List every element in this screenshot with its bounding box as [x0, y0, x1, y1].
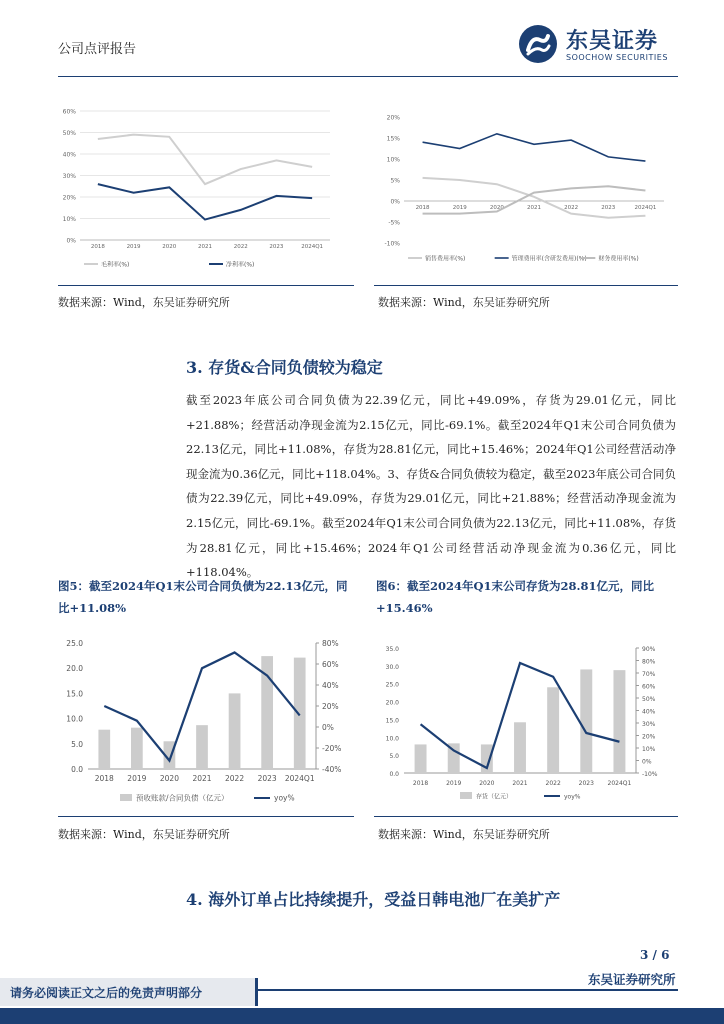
- legend-label: 存货（亿元）: [476, 793, 513, 801]
- x-tick-label: 2023: [601, 205, 616, 211]
- bar: [580, 669, 592, 773]
- x-tick-label: 2021: [512, 780, 528, 787]
- chart-divider: [374, 816, 678, 817]
- inventory-chart: [374, 618, 678, 808]
- x-tick-label: 2022: [545, 780, 561, 787]
- bar: [415, 744, 427, 773]
- y2-tick-label: 10%: [642, 746, 656, 753]
- expense-ratio-chart: [374, 106, 678, 278]
- x-tick-label: 2019: [126, 244, 141, 250]
- legend-label: 管理费用率(含研发费用)(%): [511, 255, 587, 263]
- bar: [98, 730, 110, 769]
- source-note: 数据来源：Wind，东吴证券研究所: [58, 296, 230, 309]
- y-tick-label: 5%: [390, 177, 400, 185]
- x-tick-label: 2019: [452, 205, 467, 211]
- y-tick-label: 10.0: [66, 714, 83, 724]
- x-tick-label: 2023: [578, 780, 594, 787]
- section-3-paragraph: 截至2023年底公司合同负债为22.39亿元，同比+49.09%，存货为29.01亿元，同比+21.88%；经营活动净现金流为2.15亿元，同比-69.1%。截至2024年Q1末公司合同负债为22.13亿元，同比+11.08%，存货为28.81亿元，同比+15.46%；2024年Q1公司经营活动净现金流为0.36亿元，同比+118.04%。3、存货&合同负债较为稳定，截至2023年底公司合同负债为22.39亿元，同比+49.09%，存货为29.01亿元，同比+21.88%；经营活动净现金流为2.15亿元，同比-69.1%。截至2024年Q1末公司合同负债为22.13亿元，同比+11.08%，存货为28.81亿元，同比+15.46%；2024年Q1公司经营活动净现金流为0.36亿元，同比+118.04%。: [186, 393, 676, 580]
- y2-tick-label: -40%: [322, 765, 342, 774]
- series-line: [423, 178, 646, 218]
- x-tick-label: 2018: [94, 774, 114, 783]
- y2-tick-label: 40%: [642, 708, 656, 716]
- figure-5-title: 图5：截至2024年Q1末公司合同负债为22.13亿元，同比+11.08%: [58, 579, 348, 615]
- y2-tick-label: 90%: [642, 646, 656, 653]
- x-tick-label: 2022: [564, 205, 579, 211]
- legend-label: yoy%: [564, 793, 581, 801]
- legend-label: 销售费用率(%): [425, 255, 466, 263]
- x-tick-label: 2023: [269, 244, 284, 250]
- legend-swatch: [120, 794, 132, 801]
- y2-tick-label: 30%: [642, 721, 656, 728]
- y2-tick-label: 60%: [642, 683, 656, 691]
- y2-tick-label: 20%: [642, 733, 656, 741]
- y-tick-label: 0.0: [71, 765, 83, 774]
- x-tick-label: 2021: [198, 244, 212, 250]
- chart-divider: [58, 816, 354, 817]
- y2-tick-label: 0%: [322, 723, 334, 732]
- y-tick-label: 15.0: [385, 717, 399, 725]
- series-line: [98, 135, 312, 184]
- y-tick-label: 5.0: [389, 753, 399, 761]
- y-tick-label: 60%: [62, 108, 76, 116]
- y-tick-label: 35.0: [385, 646, 399, 653]
- logo-text-en: SOOCHOW SECURITIES: [566, 53, 668, 62]
- source-note: 数据来源：Wind，东吴证券研究所: [378, 296, 550, 309]
- x-tick-label: 2024Q1: [301, 244, 324, 250]
- y2-tick-label: 80%: [642, 658, 656, 666]
- y-tick-label: 40%: [62, 151, 76, 159]
- legend-label: 预收账款/合同负债（亿元）: [136, 793, 229, 803]
- page-number: 3 / 6: [640, 948, 670, 962]
- y-tick-label: 25.0: [385, 681, 399, 689]
- y-tick-label: 15%: [386, 135, 400, 143]
- y2-tick-label: 70%: [642, 671, 656, 678]
- y2-tick-label: 50%: [642, 696, 656, 703]
- x-tick-label: 2024Q1: [607, 780, 632, 787]
- bar: [514, 722, 526, 773]
- x-tick-label: 2018: [90, 244, 105, 250]
- x-tick-label: 2020: [159, 774, 179, 783]
- logo-text-cn: 东吴证券: [566, 29, 659, 54]
- legend-label: 毛利率(%): [101, 261, 130, 269]
- y-tick-label: 20.0: [66, 664, 83, 674]
- legend-label: yoy%: [274, 793, 295, 803]
- figure-6-title: 图6：截至2024年Q1末公司存货为28.81亿元，同比+15.46%: [376, 579, 655, 615]
- x-tick-label: 2020: [162, 244, 177, 250]
- footer-strip: [0, 1008, 724, 1024]
- x-tick-label: 2023: [257, 774, 277, 783]
- y-tick-label: 15.0: [66, 689, 83, 699]
- contract-liability-chart: [58, 630, 358, 810]
- series-line: [423, 134, 646, 161]
- y-tick-label: 20%: [386, 114, 400, 122]
- bar: [131, 728, 143, 769]
- disclaimer-text: 请务必阅读正文之后的免责声明部分: [10, 986, 203, 1000]
- x-tick-label: 2024Q1: [284, 774, 315, 783]
- y-tick-label: 0%: [66, 237, 76, 245]
- y2-tick-label: 20%: [322, 702, 339, 711]
- y-tick-label: 20.0: [385, 699, 399, 707]
- x-tick-label: 2019: [446, 780, 462, 787]
- legend-swatch: [460, 792, 472, 799]
- source-note: 数据来源：Wind，东吴证券研究所: [378, 828, 550, 841]
- footer-divider: [258, 989, 678, 991]
- y-tick-label: 25.0: [66, 639, 83, 648]
- bar: [547, 687, 559, 773]
- y-tick-label: 10%: [386, 156, 400, 164]
- x-tick-label: 2018: [415, 205, 430, 211]
- x-tick-label: 2018: [412, 780, 429, 787]
- y2-tick-label: -20%: [322, 744, 342, 753]
- y2-tick-label: 80%: [322, 639, 339, 648]
- disclaimer-banner: [0, 978, 258, 1006]
- x-tick-label: 2024Q1: [634, 205, 657, 211]
- source-note: 数据来源：Wind，东吴证券研究所: [58, 828, 230, 841]
- y-tick-label: 10%: [62, 216, 76, 223]
- x-tick-label: 2021: [192, 774, 212, 783]
- y2-tick-label: 60%: [322, 660, 339, 669]
- y-tick-label: 0.0: [389, 771, 399, 778]
- logo: [518, 22, 678, 72]
- y-tick-label: 20%: [62, 194, 76, 202]
- y-tick-label: -10%: [384, 240, 400, 248]
- margin-chart: [58, 100, 348, 280]
- section-3-title: 3. 存货&合同负债较为稳定: [186, 358, 383, 377]
- y2-tick-label: 0%: [642, 758, 652, 766]
- x-tick-label: 2020: [489, 205, 504, 211]
- x-tick-label: 2020: [479, 780, 495, 787]
- legend-label: 净利率(%): [226, 261, 255, 269]
- x-tick-label: 2022: [233, 244, 248, 250]
- series-line: [98, 184, 312, 219]
- x-tick-label: 2019: [127, 774, 147, 783]
- y-tick-label: 50%: [62, 130, 76, 137]
- y-tick-label: 30%: [62, 173, 76, 180]
- legend-label: 财务费用率(%): [598, 255, 639, 263]
- y-tick-label: 10.0: [385, 735, 399, 743]
- bar: [196, 725, 208, 769]
- y-tick-label: 5.0: [71, 739, 83, 749]
- header-divider: [58, 76, 678, 77]
- chart-divider: [58, 285, 354, 286]
- y2-tick-label: -10%: [642, 771, 658, 778]
- x-tick-label: 2021: [527, 205, 541, 211]
- y2-tick-label: 40%: [322, 681, 339, 690]
- report-type-label: 公司点评报告: [58, 42, 137, 57]
- y-tick-label: 30.0: [385, 663, 399, 671]
- y-tick-label: 0%: [390, 198, 400, 206]
- bar: [229, 693, 241, 769]
- bar: [613, 670, 625, 773]
- chart-divider: [374, 285, 678, 286]
- footer-org: 东吴证券研究所: [588, 972, 676, 987]
- bar: [294, 658, 306, 769]
- logo-mark-icon: [518, 24, 558, 64]
- x-tick-label: 2022: [225, 774, 245, 783]
- section-4-title: 4. 海外订单占比持续提升，受益日韩电池厂在美扩产: [186, 890, 561, 909]
- y-tick-label: -5%: [388, 219, 400, 227]
